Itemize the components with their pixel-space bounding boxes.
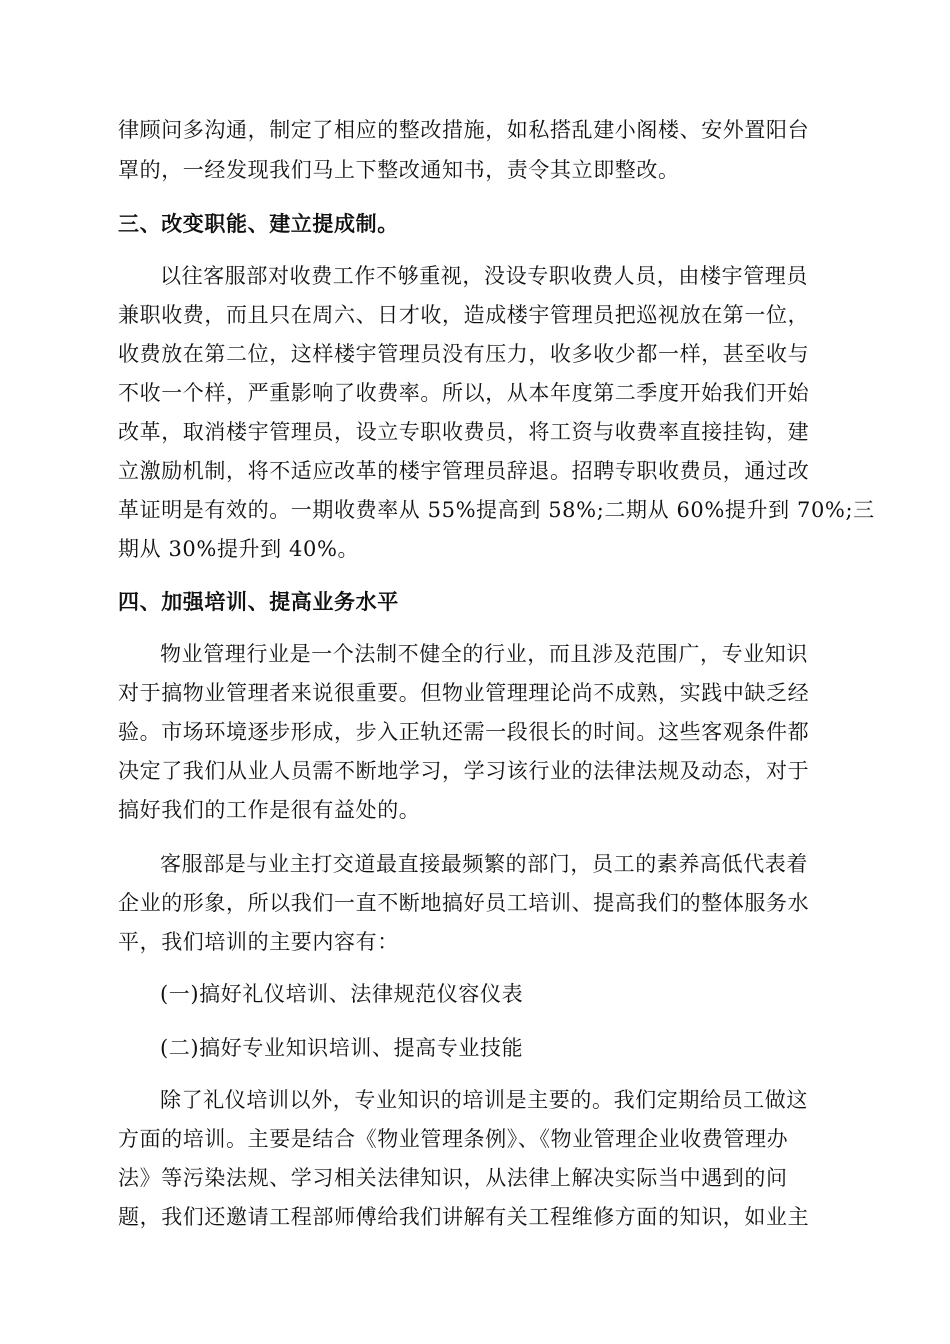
list-item-2: (二)搞好专业知识培训、提高专业技能 <box>160 1036 524 1060</box>
list-item-1: (一)搞好礼仪培训、法律规范仪容仪表 <box>160 982 524 1006</box>
paragraph-first-line: 以往客服部对收费工作不够重视，没设专职收费人员，由楼宇管理员 <box>160 264 808 288</box>
section-heading-3: 三、改变职能、建立提成制。 <box>118 212 399 236</box>
body-text-line: 改革，取消楼宇管理员，设立专职收费员，将工资与收费率直接挂钩，建 <box>118 420 810 444</box>
body-text-line: 律顾问多沟通，制定了相应的整改措施，如私搭乱建小阁楼、安外置阳台 <box>118 118 810 142</box>
body-text-line: 题，我们还邀请工程部师傅给我们讲解有关工程维修方面的知识，如业主 <box>118 1205 810 1229</box>
body-text-line: 革证明是有效的。一期收费率从 55%提高到 58%;二期从 60%提升到 70%;三 <box>118 498 875 522</box>
paragraph-first-line: 物业管理行业是一个法制不健全的行业，而且涉及范围广，专业知识 <box>160 642 808 666</box>
body-text-line: 搞好我们的工作是很有益处的。 <box>118 798 421 822</box>
body-text-line: 兼职收费，而且只在周六、日才收，造成楼宇管理员把巡视放在第一位， <box>118 303 810 327</box>
body-text-line: 平，我们培训的主要内容有： <box>118 930 399 954</box>
body-text-line: 方面的培训。主要是结合《物业管理条例》、《物业管理企业收费管理办 <box>118 1127 789 1151</box>
body-text-line: 期从 30%提升到 40%。 <box>118 537 360 561</box>
body-text-line: 收费放在第二位，这样楼宇管理员没有压力，收多收少都一样，甚至收与 <box>118 342 810 366</box>
body-text-line: 法》等污染法规、学习相关法律知识，从法律上解决实际当中遇到的问 <box>118 1166 788 1190</box>
body-text-line: 企业的形象，所以我们一直不断地搞好员工培训、提高我们的整体服务水 <box>118 891 810 915</box>
body-text-line: 立激励机制，将不适应改革的楼宇管理员辞退。招聘专职收费员，通过改 <box>118 459 810 483</box>
paragraph-first-line: 除了礼仪培训以外，专业知识的培训是主要的。我们定期给员工做这 <box>160 1088 808 1112</box>
body-text-line: 不收一个样，严重影响了收费率。所以，从本年度第二季度开始我们开始 <box>118 381 810 405</box>
section-heading-4: 四、加强培训、提高业务水平 <box>118 590 399 614</box>
body-text-line: 罩的，一经发现我们马上下整改通知书，责令其立即整改。 <box>118 158 680 182</box>
paragraph-first-line: 客服部是与业主打交道最直接最频繁的部门，员工的素养高低代表着 <box>160 852 808 876</box>
body-text-line: 对于搞物业管理者来说很重要。但物业管理理论尚不成熟，实践中缺乏经 <box>118 681 810 705</box>
body-text-line: 验。市场环境逐步形成，步入正轨还需一段很长的时间。这些客观条件都 <box>118 720 810 744</box>
body-text-line: 决定了我们从业人员需不断地学习，学习该行业的法律法规及动态，对于 <box>118 759 810 783</box>
